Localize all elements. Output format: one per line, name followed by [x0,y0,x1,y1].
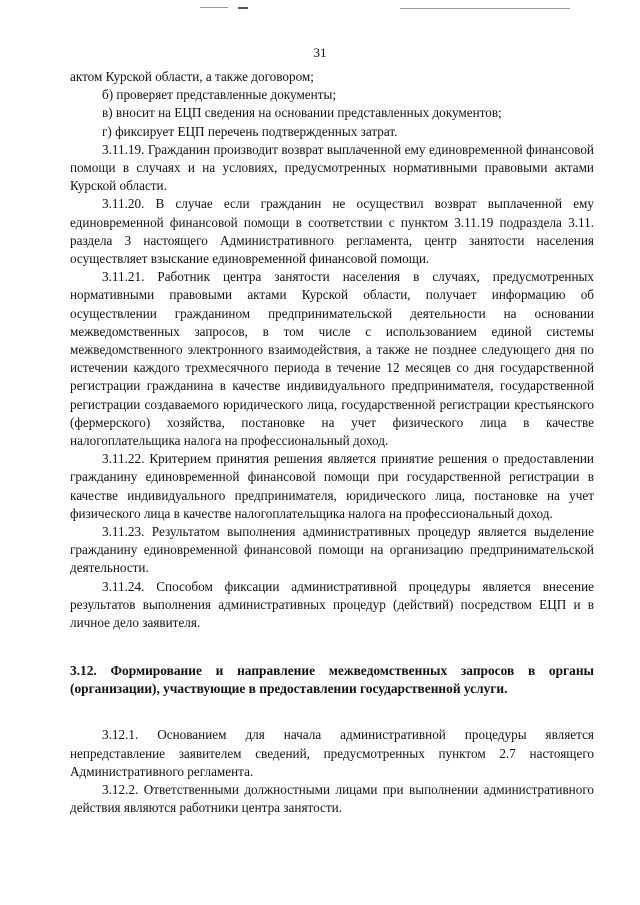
section-heading-3-12: 3.12. Формирование и направление межведомственных запросов в органы (организации), участвующие в предоставлении государственной услуги. [70,663,594,697]
scan-artifact-top-right [400,8,570,9]
document-body [70,68,594,817]
clause-3-11-24: 3.11.24. Способом фиксации административной процедуры является внесение результатов выполнения административных процедур (действий) посредством ЕЦП и в личное дело заявителя. [70,578,594,631]
list-item-g: г) фиксирует ЕЦП перечень подтвержденных затрат. [102,123,398,139]
clause-3-11-23: 3.11.23. Результатом выполнения административных процедур является выделение гражданину единовременной финансовой помощи на организацию предпринимательской деятельности. [70,524,594,576]
clause-3-11-21: 3.11.21. Работник центра занятости населения в случаях, предусмотренных нормативными правовыми актами Курской области, получает информацию об осуществлении гражданином предпринимательской деятельности на основании межведомственных запросов, в том числе с использованием единой системы межведомственного электронного взаимодействия, а также не позднее следующего дня по истечении каждого трехмесячного периода в течение 12 месяцев со дня государственной регистрации гражданина в качестве индивидуального предпринимателя, государственной регистрации создаваемого юридического лица, государственной регистрации крестьянского (фермерского) хозяйства, постановке на учет физического лица в качестве налогоплательщика налога на профессиональный доход. [70,269,594,449]
clause-3-11-22: 3.11.22. Критерием принятия решения является принятие решения о предоставлении гражданину единовременной финансовой помощи при государственной регистрации в качестве индивидуального предпринимателя, юридического лица, постановке на учет физического лица в качестве налогоплательщика налога на профессиональный доход. [70,451,594,521]
paragraph-continuation: актом Курской области, а также договором; [70,69,314,84]
scan-artifact-top-mid [238,7,248,9]
clause-3-12-2: 3.12.2. Ответственными должностными лицами при выполнении административного действия являются работники центра занятости. [70,781,594,816]
clause-3-12-1: 3.12.1. Основанием для начала административной процедуры является непредставление заявителем сведений, предусмотренных пунктом 2.7 настоящего Административного регламента. [70,727,594,779]
clause-3-11-20: 3.11.20. В случае если гражданин не осуществил возврат выплаченной ему единовременной финансовой помощи в соответствии с пунктом 3.11.19 подраздела 3.11. раздела 3 настоящего Административного регламента, центр занятости населения осуществляет взыскание единовременной финансовой помощи. [70,196,594,267]
scan-artifact-top-left [200,7,228,8]
list-item-b: б) проверяет представленные документы; [102,87,336,103]
clause-3-11-19: 3.11.19. Гражданин производит возврат выплаченной ему единовременной финансовой помощи в случаях и на условиях, предусмотренных нормативными правовыми актами Курской области. [70,141,594,194]
page-number: 31 [313,45,327,60]
list-item-v: в) вносит на ЕЦП сведения на основании представленных документов; [102,105,502,121]
